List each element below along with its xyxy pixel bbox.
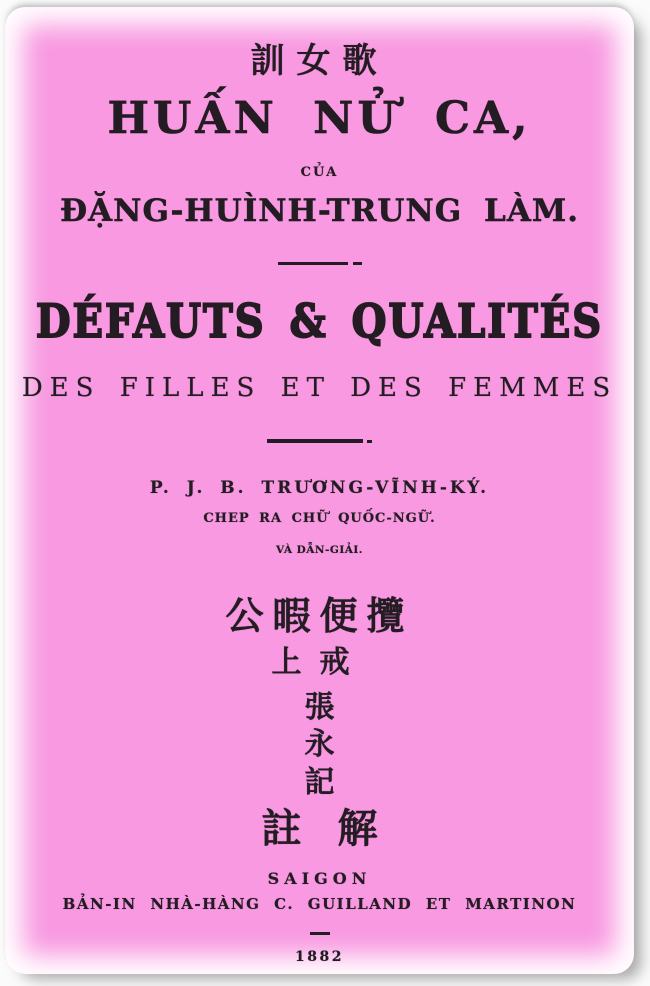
divider-rule-1 — [5, 262, 634, 265]
cjk-phrase-line-2: 上戒 — [271, 645, 368, 680]
cjk-annotation-char-left: 註 — [261, 805, 302, 852]
pink-page-background — [5, 7, 634, 974]
cjk-vertical-char-1: 張 — [304, 690, 335, 725]
cjk-annotation-char-right: 解 — [337, 805, 378, 852]
imprint-year: 1882 — [295, 949, 344, 965]
cjk-vertical-char-2: 永 — [304, 727, 335, 762]
author-name: ĐẶNG-HUÌNH-TRUNG LÀM. — [59, 193, 579, 229]
cjk-annotation-line — [5, 797, 634, 854]
french-title: DÉFAUTS & QUALITÉS — [35, 295, 604, 349]
cjk-phrase-line-1: 公暇便攬 — [225, 593, 414, 638]
divider-dot — [353, 262, 362, 265]
divider-bar — [310, 932, 330, 935]
divider-dot — [367, 440, 372, 443]
imprint-city: SAIGON — [267, 869, 372, 888]
main-title: HUẤN NỬ CA, — [107, 93, 532, 144]
imprint-divider-dash — [5, 932, 634, 935]
cjk-book-title: 訓女歌 — [250, 41, 389, 81]
divider-bar — [267, 439, 363, 443]
transcriber-credit-line-2: VÀ DẪN-GIẢI. — [276, 544, 363, 556]
transcriber-credit-line: CHEP RA CHỮ QUỐC-NGỮ. — [203, 511, 436, 526]
cjk-vertical-char-3: 記 — [304, 765, 335, 800]
french-subtitle: DES FILLES ET DES FEMMES — [21, 373, 618, 403]
divider-rule-2 — [5, 439, 634, 443]
transcriber-name: P. J. B. TRƯƠNG-VĨNH-KÝ. — [149, 478, 490, 498]
byline-label: CỦA — [300, 165, 339, 180]
divider-bar — [278, 262, 348, 265]
imprint-printer: BẢN-IN NHÀ-HÀNG C. GUILLAND ET MARTINON — [62, 895, 577, 913]
